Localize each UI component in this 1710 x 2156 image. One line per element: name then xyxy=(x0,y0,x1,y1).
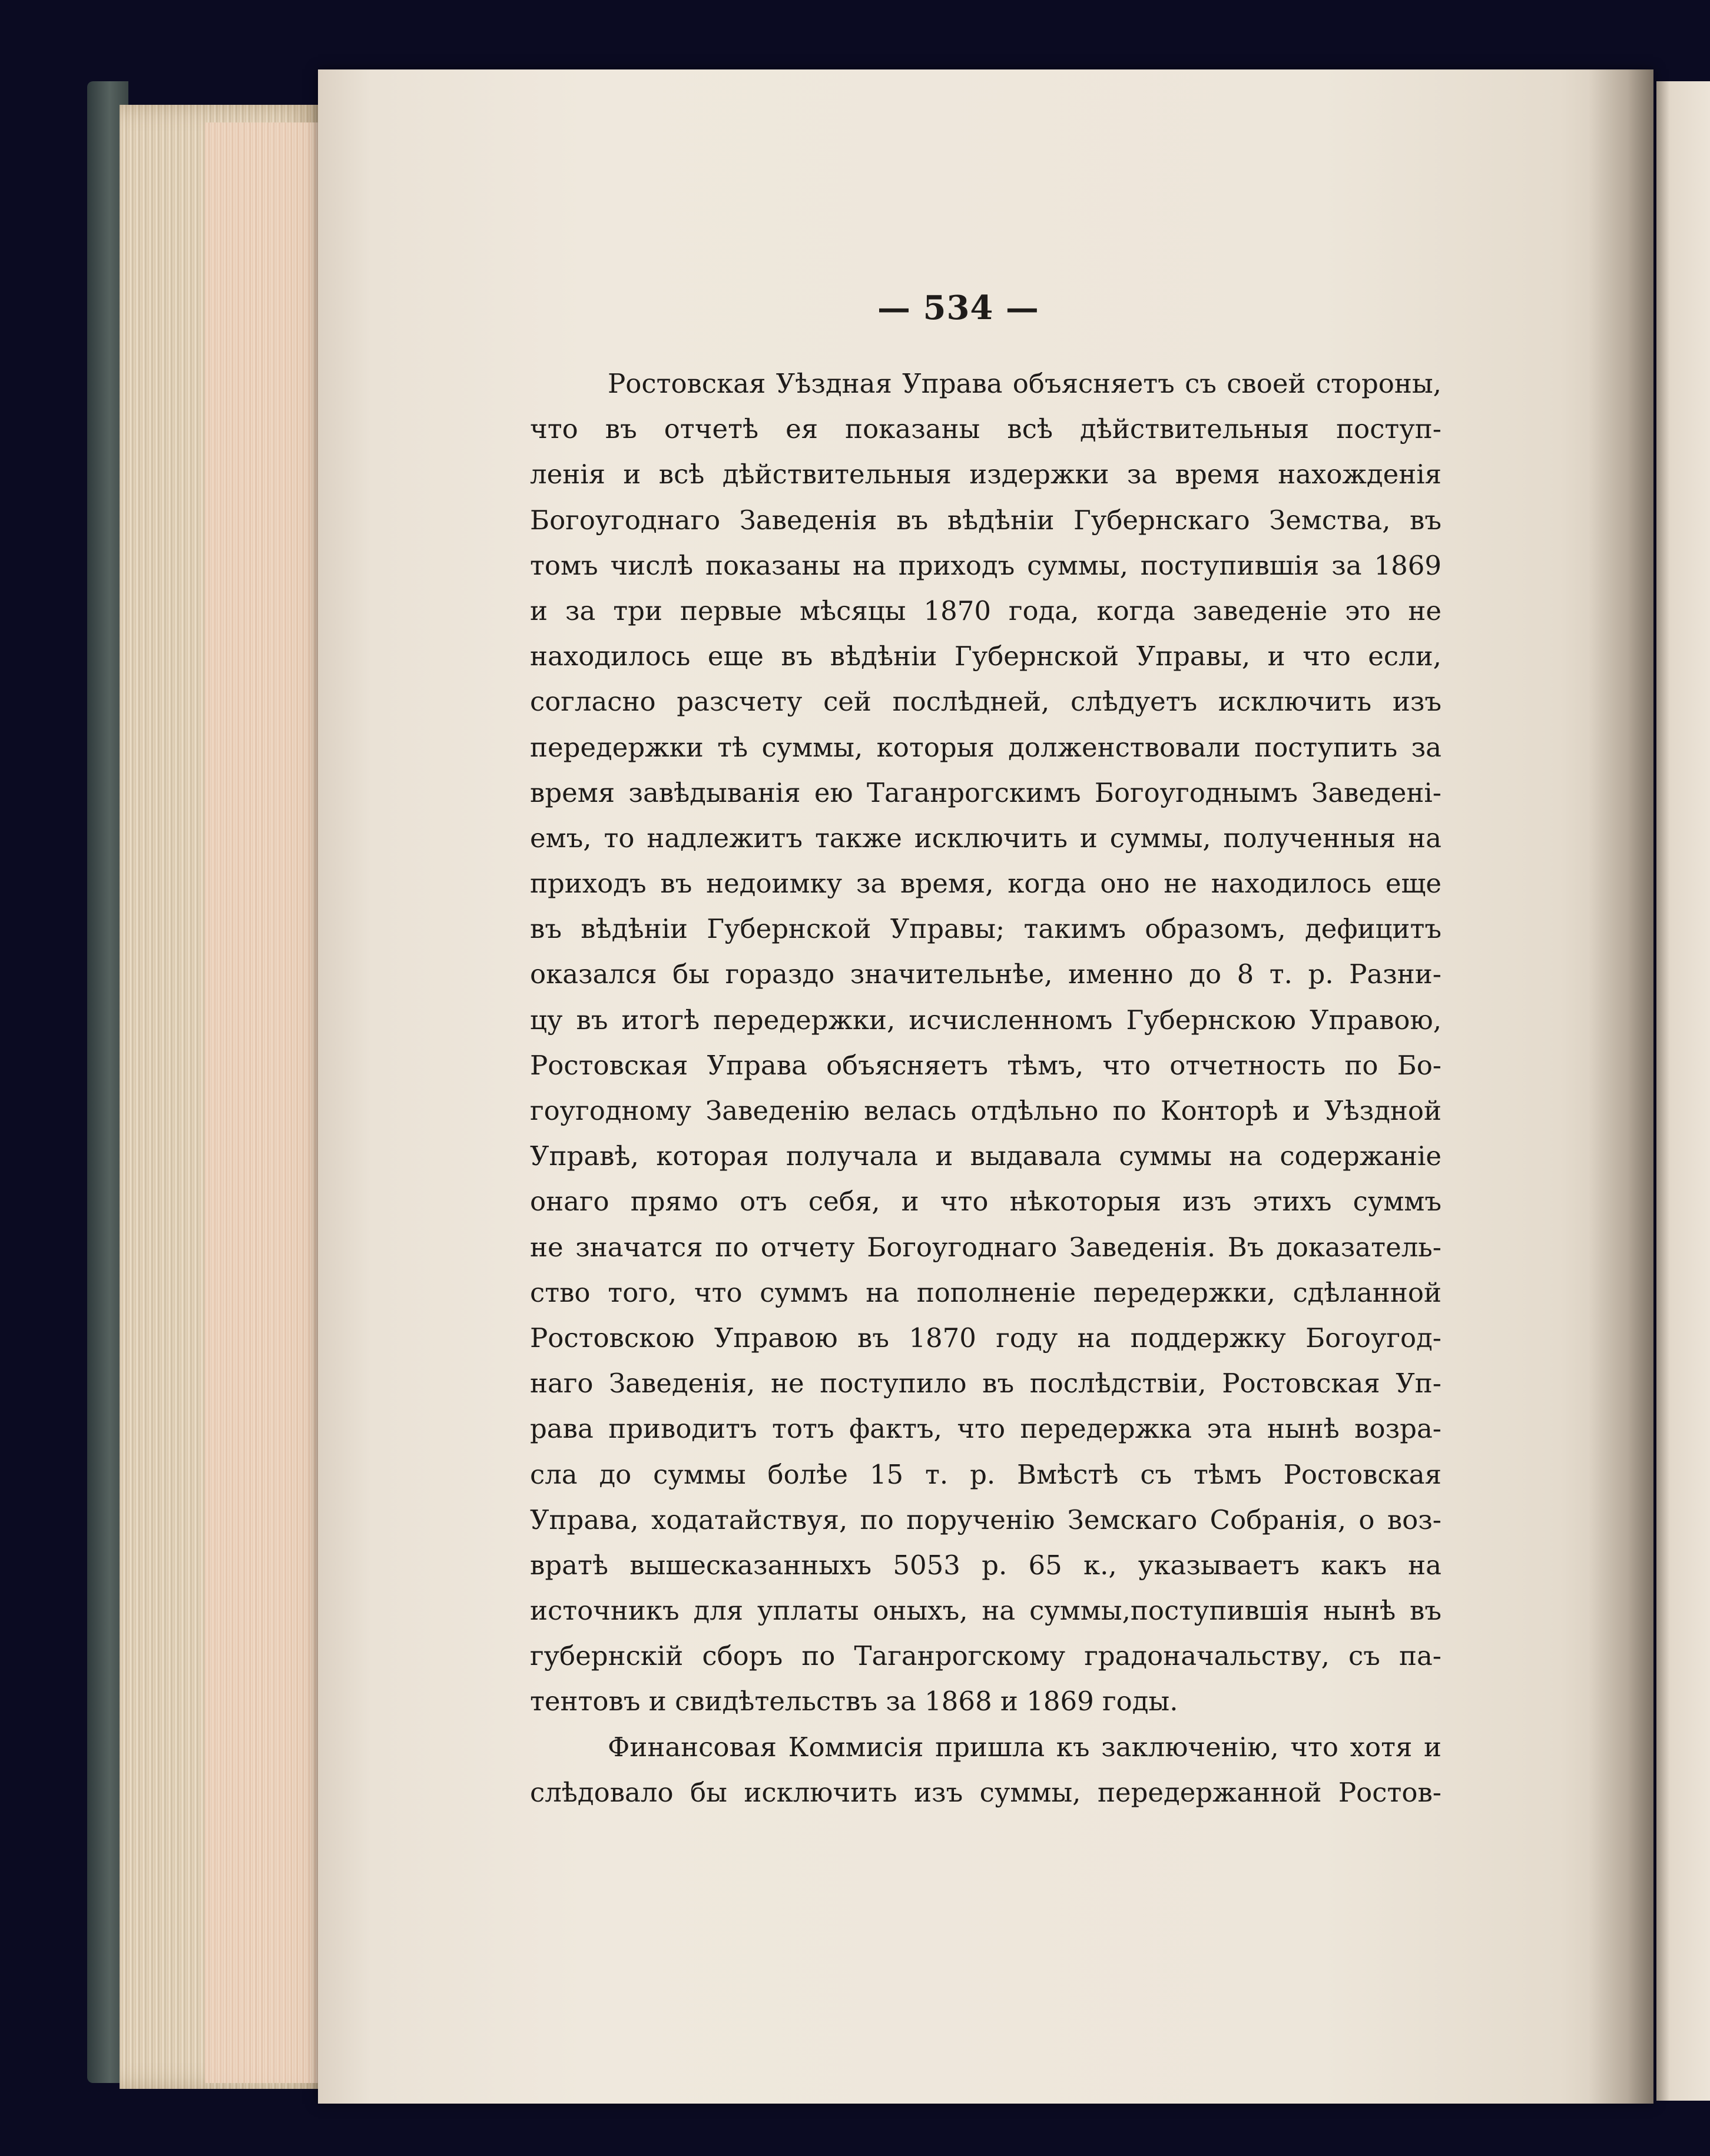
text-line: приходъ въ недоимку за время, когда оно не находилось еще xyxy=(530,868,1441,900)
text-line: рава приводитъ тотъ фактъ, что передержка эта нынѣ возра- xyxy=(530,1413,1441,1445)
page-stack-inner xyxy=(205,122,323,2083)
text-line: не значатся по отчету Богоугоднаго Заведенія. Въ доказатель- xyxy=(530,1231,1441,1263)
text-line: слѣдовало бы исключить изъ суммы, передержанной Ростов- xyxy=(530,1776,1441,1808)
text-line: ство того, что суммъ на пополненіе передержки, сдѣланной xyxy=(530,1276,1441,1308)
text-line: вратѣ вышесказанныхъ 5053 р. 65 к., указываетъ какъ на xyxy=(530,1549,1441,1581)
text-line: Богоугоднаго Заведенія въ вѣдѣніи Губернскаго Земства, въ xyxy=(530,504,1441,536)
text-line: цу въ итогѣ передержки, исчисленномъ Губернскою Управою, xyxy=(530,1004,1441,1036)
text-line: емъ, то надлежитъ также исключить и суммы, полученныя на xyxy=(530,822,1441,854)
page-body xyxy=(530,361,1441,1815)
page-number: — 534 — xyxy=(877,288,1039,327)
facing-page-edge xyxy=(1656,81,1710,2101)
text-line: гоугодному Заведенію велась отдѣльно по Конторѣ и Уѣздной xyxy=(530,1095,1441,1126)
text-line: передержки тѣ суммы, которыя долженствовали поступить за xyxy=(530,731,1441,763)
text-line: губернскій сборъ по Таганрогскому градоначальству, съ па- xyxy=(530,1640,1441,1672)
text-line: Управѣ, которая получала и выдавала суммы на содержаніе xyxy=(530,1140,1441,1172)
text-line: Ростовскою Управою въ 1870 году на поддержку Богоугод- xyxy=(530,1322,1441,1354)
text-line: Ростовская Уѣздная Управа объясняетъ съ своей стороны, xyxy=(608,368,1441,399)
text-line: время завѣдыванія ею Таганрогскимъ Богоугоднымъ Заведені- xyxy=(530,777,1441,808)
text-line: сла до суммы болѣе 15 т. р. Вмѣстѣ съ тѣмъ Ростовская xyxy=(530,1458,1441,1490)
text-line: источникъ для уплаты оныхъ, на суммы,поступившія нынѣ въ xyxy=(530,1595,1441,1627)
text-line: наго Заведенія, не поступило въ послѣдствіи, Ростовская Уп- xyxy=(530,1368,1441,1399)
gutter-shadow xyxy=(1589,69,1653,2104)
text-line: Финансовая Коммисія пришла къ заключенію, что хотя и xyxy=(608,1731,1441,1763)
text-line: оказался бы гораздо значительнѣе, именно до 8 т. р. Разни- xyxy=(530,958,1441,990)
text-line: въ вѣдѣніи Губернской Управы; такимъ образомъ, дефицитъ xyxy=(530,913,1441,945)
text-line: находилось еще въ вѣдѣніи Губернской Управы, и что если, xyxy=(530,641,1441,672)
text-line: онаго прямо отъ себя, и что нѣкоторыя изъ этихъ суммъ xyxy=(530,1186,1441,1218)
text-line: ленія и всѣ дѣйствительныя издержки за время нахожденія xyxy=(530,459,1441,490)
text-line: Ростовская Управа объясняетъ тѣмъ, что отчетность по Бо- xyxy=(530,1049,1441,1081)
text-line: тентовъ и свидѣтельствъ за 1868 и 1869 годы. xyxy=(530,1686,1178,1717)
text-line: томъ числѣ показаны на приходъ суммы, поступившія за 1869 xyxy=(530,549,1441,581)
text-line: и за три первые мѣсяцы 1870 года, когда заведеніе это не xyxy=(530,595,1441,626)
text-line: что въ отчетѣ ея показаны всѣ дѣйствительныя поступ- xyxy=(530,413,1441,445)
text-line: согласно разсчету сей послѣдней, слѣдуетъ исключить изъ xyxy=(530,686,1441,718)
text-line: Управа, ходатайствуя, по порученію Земскаго Собранія, о воз- xyxy=(530,1504,1441,1535)
